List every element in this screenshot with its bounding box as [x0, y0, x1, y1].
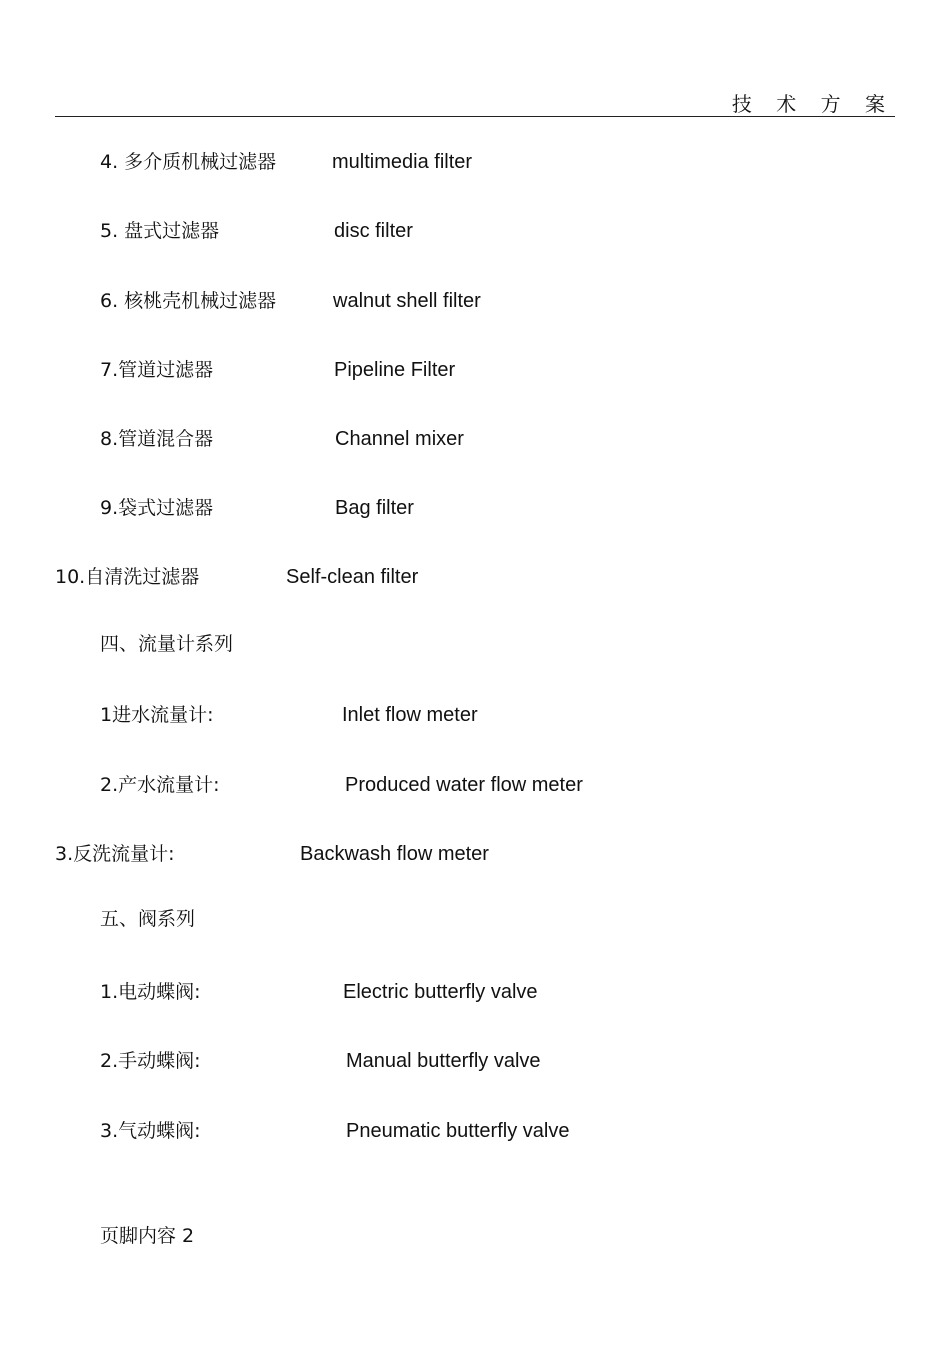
- section-heading-valves: 五、阀系列: [100, 908, 196, 930]
- page-header-title: 技 术 方 案: [731, 92, 894, 116]
- item-english-label: Backwash flow meter: [300, 843, 489, 865]
- item-chinese-label: 2.手动蝶阀:: [100, 1050, 201, 1072]
- item-english-label: Manual butterfly valve: [346, 1050, 541, 1072]
- item-chinese-label: 5. 盘式过滤器: [100, 220, 220, 242]
- item-chinese-label: 3.气动蝶阀:: [100, 1120, 201, 1142]
- item-chinese-label: 1进水流量计:: [100, 704, 214, 726]
- item-english-label: Electric butterfly valve: [343, 981, 538, 1003]
- item-english-label: disc filter: [334, 220, 413, 242]
- item-english-label: Pipeline Filter: [334, 359, 456, 381]
- item-chinese-label: 8.管道混合器: [100, 428, 214, 450]
- item-english-label: Channel mixer: [335, 428, 464, 450]
- item-english-label: walnut shell filter: [333, 290, 481, 312]
- item-english-label: multimedia filter: [332, 151, 473, 173]
- item-chinese-label: 3.反洗流量计:: [55, 843, 175, 865]
- item-chinese-label: 1.电动蝶阀:: [100, 981, 201, 1003]
- item-chinese-label: 9.袋式过滤器: [100, 497, 214, 519]
- section-heading-flow-meters: 四、流量计系列: [100, 633, 234, 655]
- item-english-label: Bag filter: [335, 497, 414, 519]
- item-english-label: Inlet flow meter: [342, 704, 478, 726]
- header-rule: [55, 116, 895, 117]
- page-footer: 页脚内容 2: [100, 1225, 195, 1247]
- item-chinese-label: 4. 多介质机械过滤器: [100, 151, 277, 173]
- item-chinese-label: 2.产水流量计:: [100, 774, 220, 796]
- item-english-label: Pneumatic butterfly valve: [346, 1120, 570, 1142]
- item-chinese-label: 6. 核桃壳机械过滤器: [100, 290, 277, 312]
- item-chinese-label: 7.管道过滤器: [100, 359, 214, 381]
- item-chinese-label: 10.自清洗过滤器: [55, 566, 200, 588]
- item-english-label: Self-clean filter: [286, 566, 419, 588]
- item-english-label: Produced water flow meter: [345, 774, 583, 796]
